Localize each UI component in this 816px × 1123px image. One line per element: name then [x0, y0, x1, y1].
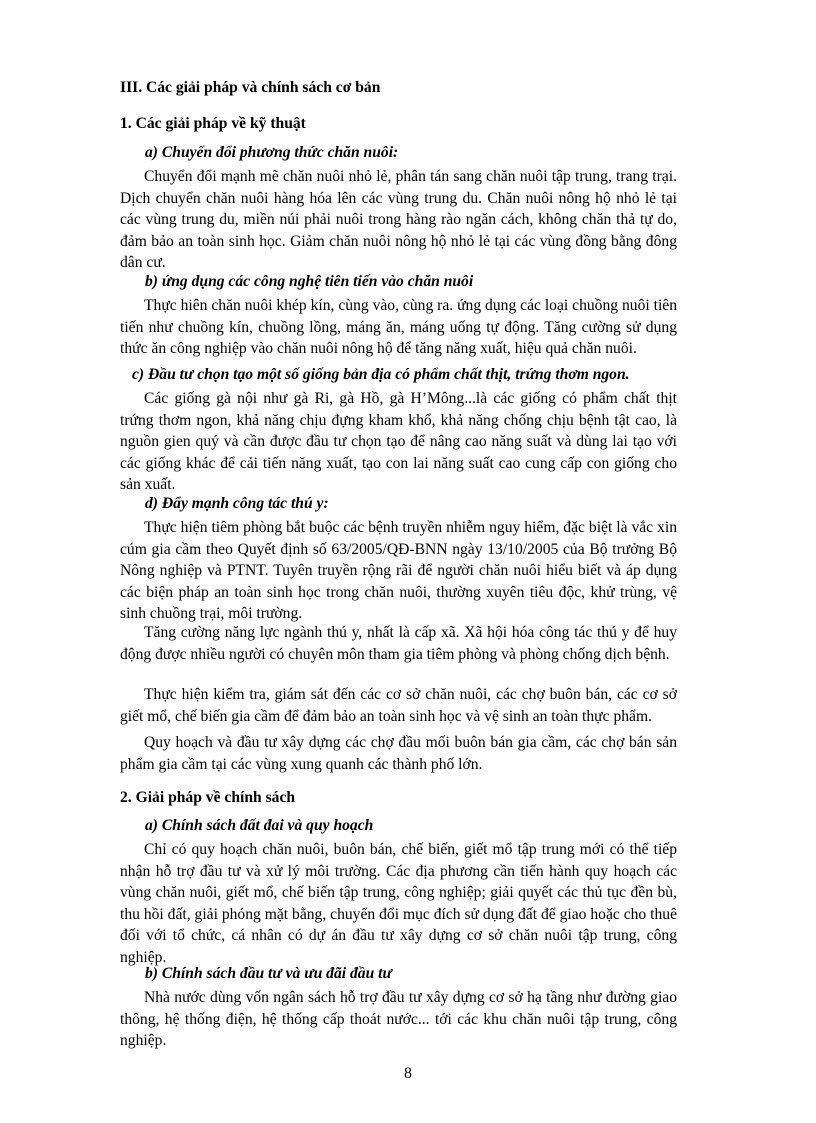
- subheading-b: b) ứng dụng các công nghệ tiên tiến vào chăn nuôi: [145, 273, 474, 290]
- paragraph: Thực hiên chăn nuôi khép kín, cùng vào, cùng ra. ứng dụng các loại chuồng nuôi tiên tiến như chuồng kín, chuồng lồng, máng ăn, máng uống tự động. Tăng cường sử dụng thức ăn công nghiệp vào chăn nuôi nông hộ để tăng năng xuất, hiệu quả chăn nuôi.: [120, 297, 677, 357]
- paragraph: Quy hoạch và đầu tư xây dựng các chợ đầu mối buôn bán gia cầm, các chợ bán sản phẩm gia cầm tại các vùng xung quanh các thành phố lớn.: [120, 734, 677, 773]
- heading-technical-solutions: 1. Các giải pháp về kỹ thuật: [120, 115, 306, 132]
- paragraph: Các giống gà nội như gà Ri, gà Hồ, gà H’Mông...là các giống có phẩm chất thịt trứng thơm ngon, khả năng chịu đựng kham khổ, khả năng chống chịu bệnh tật cao, là nguồn gien quý và cần được đầu tư chọn tạo để nâng cao năng suất và dùng lai tạo với các giống khác để cải tiến năng xuất, tạo con lai năng suất cao cung cấp con giống cho sản xuất.: [120, 390, 677, 493]
- subheading-a: a) Chính sách đất đai và quy hoạch: [145, 817, 374, 834]
- subheading-a: a) Chuyển đổi phương thức chăn nuôi:: [145, 144, 399, 161]
- subheading-b: b) Chính sách đầu tư và ưu đãi đầu tư: [145, 965, 392, 982]
- paragraph: Chỉ có quy hoạch chăn nuôi, buôn bán, chế biến, giết mổ tập trung mới có thể tiếp nhận hỗ trợ đầu tư và xử lý môi trường. Các địa phương cần tiến hành quy hoạch các vùng chăn nuôi, giết mổ, chế biến tập trung, công nghiệp; giải quyết các thủ tục đền bù, thu hồi đất, giải phóng mặt bằng, chuyển đổi mục đích sử dụng đất để giao hoặc cho thuê đối với tổ chức, cá nhân có dự án đầu tư xây dựng cơ sở chăn nuôi tập trung, công nghiệp.: [120, 841, 677, 966]
- paragraph: Chuyển đổi mạnh mẽ chăn nuôi nhỏ lẻ, phân tán sang chăn nuôi tập trung, trang trại. Dịch chuyển chăn nuôi hàng hóa lên các vùng trung du. Chăn nuôi nông hộ nhỏ lẻ tại các vùng trung du, miền núi phải nuôi trong hàng rào ngăn cách, không chăn thả tự do, đảm bảo an toàn sinh học. Giảm chăn nuôi nông hộ nhỏ lẻ tại các vùng đồng bằng đông dân cư.: [120, 168, 677, 271]
- subheading-d: d) Đẩy mạnh công tác thú y:: [145, 495, 329, 512]
- paragraph: Thực hiện kiểm tra, giám sát đến các cơ sở chăn nuôi, các chợ buôn bán, các cơ sở giết mổ, chế biến gia cầm để đảm bảo an toàn sinh học và vệ sinh an toàn thực phẩm.: [120, 686, 677, 725]
- heading-policy-solutions: 2. Giải pháp về chính sách: [120, 789, 296, 806]
- page-number: 8: [404, 1065, 412, 1082]
- paragraph: Tăng cường năng lực ngành thú y, nhất là cấp xã. Xã hội hóa công tác thú y để huy động được nhiều người có chuyên môn tham gia tiêm phòng và phòng chống dịch bệnh.: [120, 624, 677, 663]
- paragraph: Nhà nước dùng vốn ngân sách hỗ trợ đầu tư xây dựng cơ sở hạ tầng như đường giao thông, hệ thống điện, hệ thống cấp thoát nước... tới các khu chăn nuôi tập trung, công nghiệp.: [120, 989, 677, 1049]
- paragraph: Thực hiện tiêm phòng bắt buộc các bệnh truyền nhiễm nguy hiểm, đặc biệt là vắc xin cúm gia cầm theo Quyết định số 63/2005/QĐ-BNN ngày 13/10/2005 của Bộ trưởng Bộ Nông nghiệp và PTNT. Tuyên truyền rộng rãi để người chăn nuôi hiểu biết và áp dụng các biện pháp an toàn sinh học trong chăn nuôi, thường xuyên tiêu độc, khử trùng, vệ sinh chuồng trại, môi trường.: [120, 519, 677, 622]
- section-title: III. Các giải pháp và chính sách cơ bản: [120, 79, 381, 96]
- subheading-c: c) Đầu tư chọn tạo một số giống bản địa có phẩm chất thịt, trứng thơm ngon.: [132, 366, 630, 383]
